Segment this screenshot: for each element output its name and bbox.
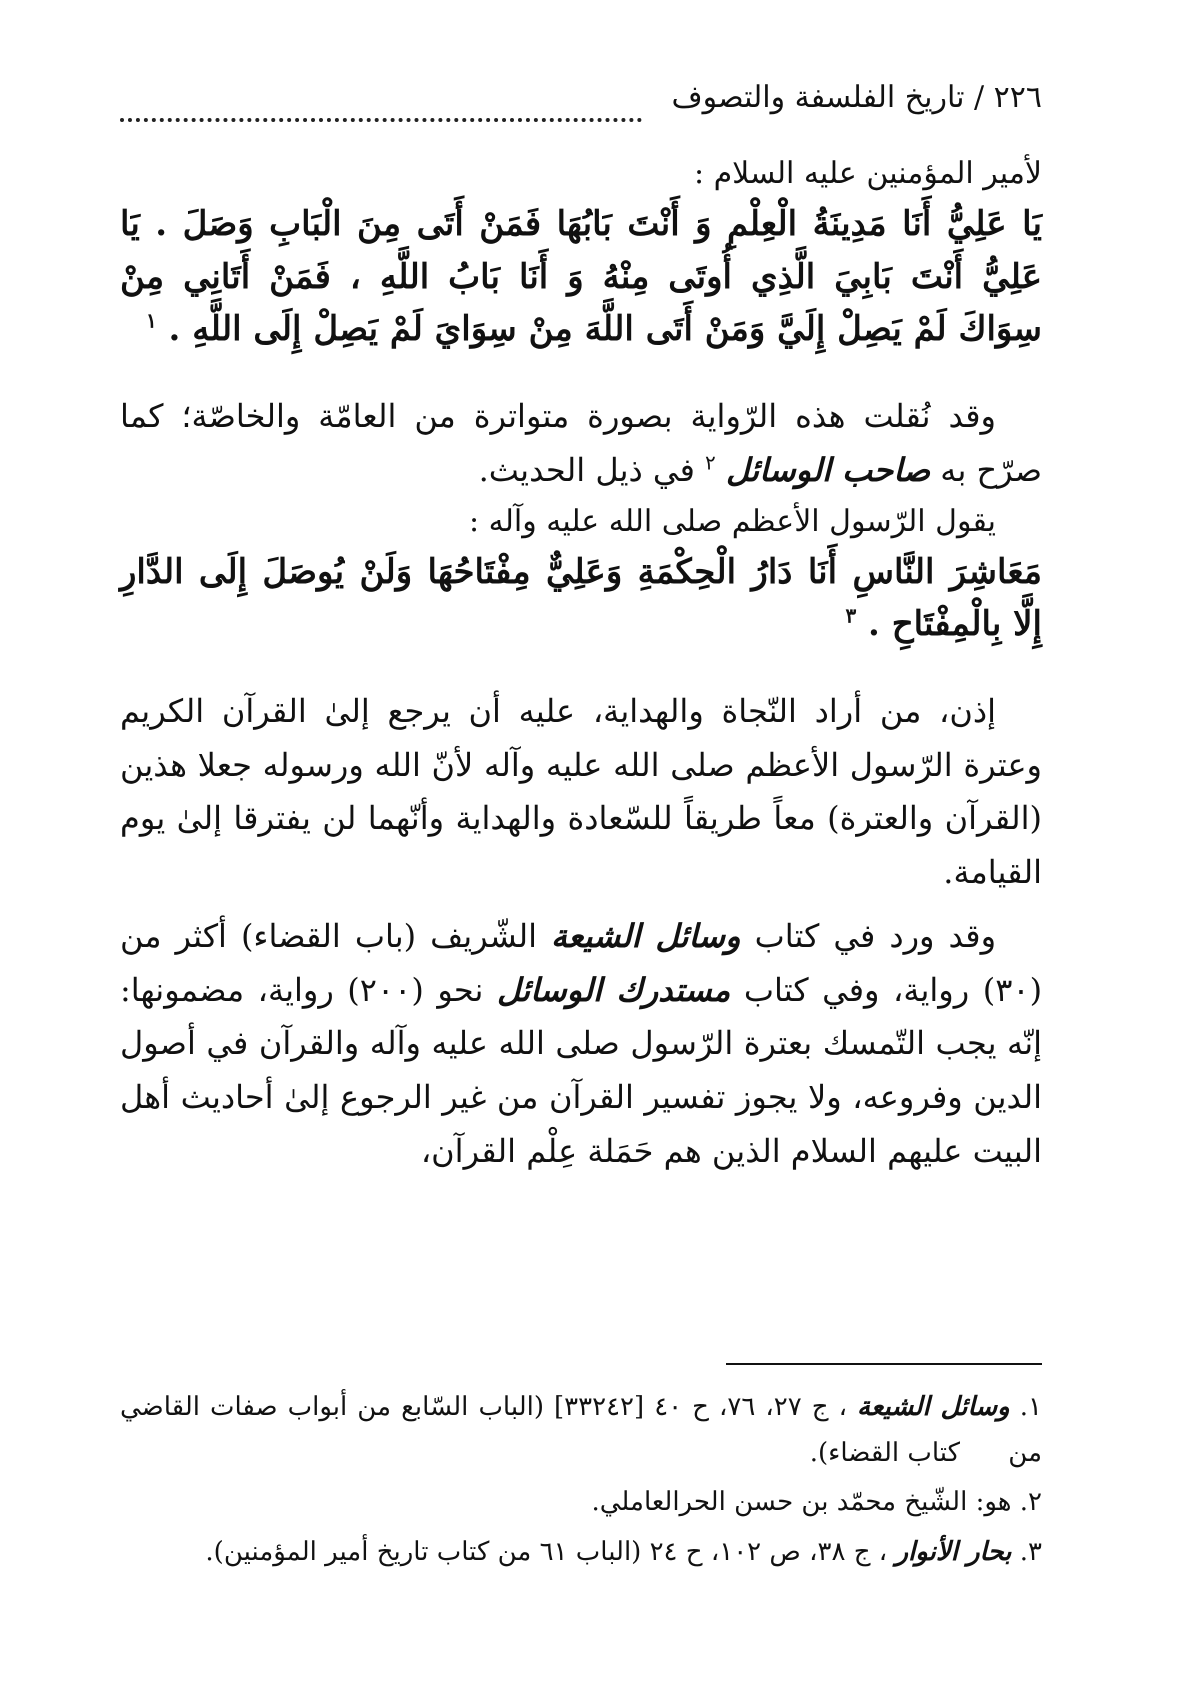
footnote-text: ، ج ٣٨، ص ١٠٢، ح ٢٤ (الباب ٦١ من كتاب تاريخ أمير المؤمنين). — [205, 1536, 888, 1567]
paragraph-1 — [120, 390, 1042, 498]
book-title-wasail: صاحب الوسائل — [725, 450, 931, 489]
footnote-1 — [120, 1385, 1042, 1476]
paragraph-1-tail: في ذيل الحديث. — [478, 450, 695, 489]
footnote-text: ، ج ٢٧، ٧٦، ح ٤٠ [٣٣٢٤٢] (الباب السّابع من أبواب صفات القاضي من — [120, 1392, 1042, 1468]
footnote-separator — [726, 1363, 1042, 1365]
running-header — [120, 80, 1042, 130]
intro-line: لأمير المؤمنين عليه السلام : — [693, 156, 1042, 191]
footnote-ref-2: ٢ — [705, 450, 716, 475]
page-number-and-title: ٢٢٦ / تاريخ الفلسفة والتصوف — [671, 80, 1042, 115]
footnote-book: وسائل الشيعة — [857, 1392, 1010, 1422]
hadith-quote-1-text: يَا عَلِيُّ أَنَا مَدِينَةُ الْعِلْمِ وَ أَنْتَ بَابُهَا فَمَنْ أَتَى مِنَ الْبَابِ وَصَلَ . يَا عَلِيُّ أَنْتَ بَابِيَ الَّذِي أُوتَى مِنْهُ وَ أَنَا بَابُ اللَّهِ ، فَمَنْ أَتَانِي مِنْ سِوَاكَ لَمْ يَصِلْ إِلَيَّ وَمَنْ أَتَى اللَّهَ مِنْ سِوَايَ لَمْ يَصِلْ إِلَى اللَّهِ . — [120, 204, 1042, 350]
footnote-ref-3: ٣ — [845, 603, 857, 628]
paragraph-1-text: وقد نُقلت هذه الرّواية بصورة متواترة من العامّة والخاصّة؛ كما صرّح به — [120, 397, 1042, 489]
paragraph-3-part-a: وقد ورد في كتاب — [754, 916, 997, 955]
footnote-number: ٣. — [1019, 1536, 1042, 1567]
paragraph-2: إذن، من أراد النّجاة والهداية، عليه أن يرجع إلىٰ القرآن الكريم وعترة الرّسول الأعظم صلى الله عليه وآله لأنّ الله ورسوله جعلا هذين (القرآن والعترة) معاً طريقاً للسّعادة والهداية وأنّهما لن يفترقا إلىٰ يوم القيامة. — [120, 691, 1043, 892]
hadith-quote-1 — [120, 198, 1042, 356]
footnotes — [120, 1385, 1042, 1579]
footnote-number: ١. — [1019, 1392, 1042, 1422]
dotted-rule — [120, 118, 642, 122]
footnote-continuation: كتاب القضاء). — [809, 1437, 961, 1468]
footnote-number: ٢. — [1019, 1487, 1042, 1517]
footnote-text: هو: الشّيخ محمّد بن حسن الحرالعاملي. — [591, 1487, 1012, 1517]
paragraph-3-part-b: الشّريف (باب القضاء) أكثر من (٣٠) رواية، وفي كتاب — [120, 916, 1043, 1009]
book-title-wasail-shia: وسائل الشيعة — [550, 916, 741, 955]
book-title-mustadrak: مستدرك الوسائل — [496, 970, 731, 1009]
footnote-ref-1: ١ — [145, 309, 157, 334]
paragraph-3-part-c: نحو (٢٠٠) رواية، مضمونها: إنّه يجب التّمسك بعترة الرّسول صلى الله عليه وآله والقرآن في أصول الدين وفروعه، ولا يجوز تفسير القرآن من غير الرجوع إلىٰ أحاديث أهل البيت عليهم السلام الذين هم حَمَلة عِلْم القرآن، — [120, 970, 1043, 1170]
footnote-book: بحار الأنوار — [895, 1536, 1012, 1567]
footnote-3 — [120, 1530, 1042, 1576]
footnote-2 — [120, 1480, 1042, 1526]
hadith-quote-2 — [120, 546, 1042, 651]
main-text — [120, 150, 1042, 1179]
paragraph-3 — [120, 910, 1042, 1179]
hadith-quote-2-text: مَعَاشِرَ النَّاسِ أَنَا دَارُ الْحِكْمَةِ وَعَلِيٌّ مِفْتَاحُهَا وَلَنْ يُوصَلَ إِلَى الدَّارِ إِلَّا بِالْمِفْتَاحِ . — [120, 551, 1042, 645]
intro-line-2: يقول الرّسول الأعظم صلى الله عليه وآله : — [469, 503, 996, 539]
